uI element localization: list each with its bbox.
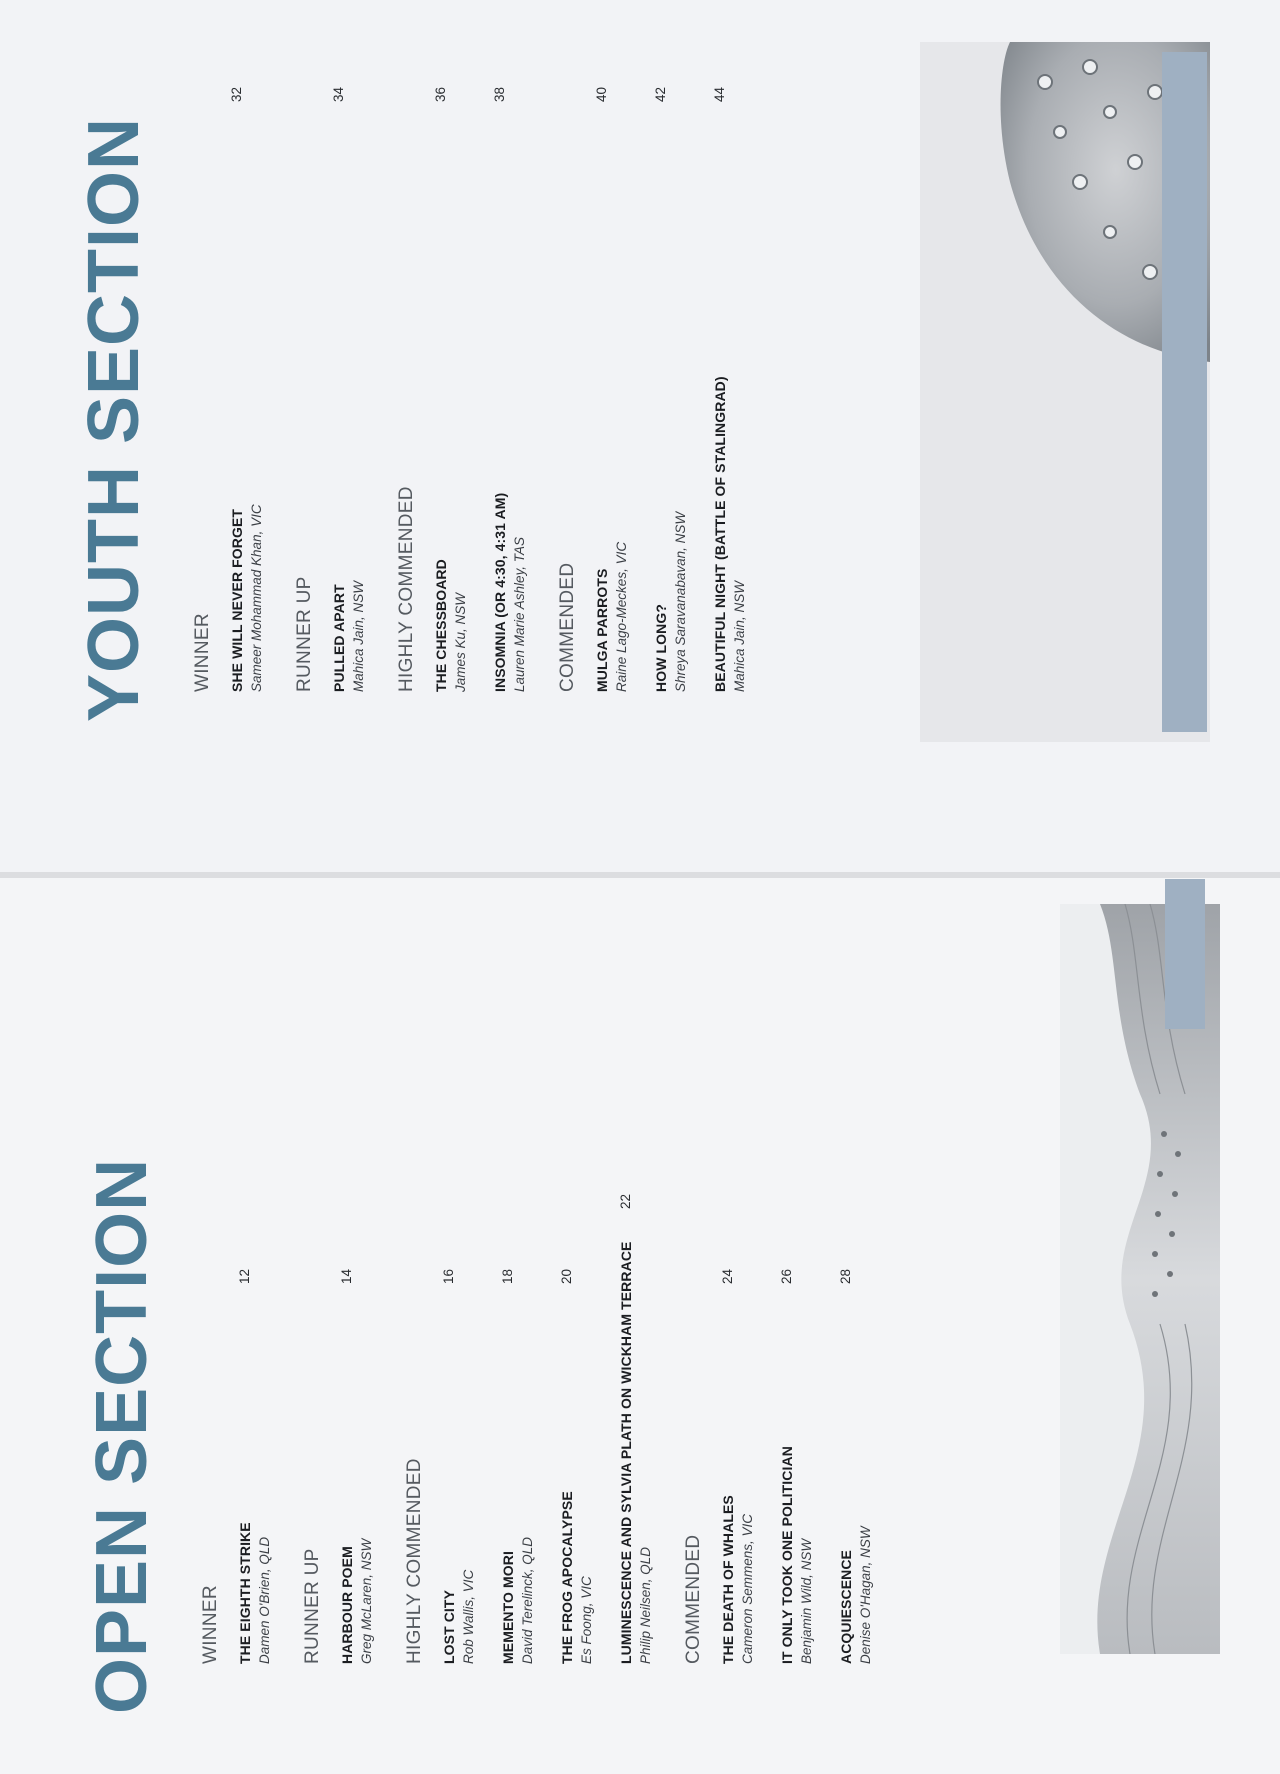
toc-entry[interactable] bbox=[618, 1193, 653, 1664]
entry-title: PULLED APART bbox=[331, 584, 347, 692]
toc-entry[interactable] bbox=[433, 86, 468, 692]
entry-page-number: 42 bbox=[653, 86, 668, 102]
toc-entry[interactable] bbox=[492, 86, 527, 692]
entry-page-number: 28 bbox=[838, 1268, 853, 1284]
entry-author: Cameron Semmens, VIC bbox=[740, 1513, 755, 1664]
open-section-title: OPEN SECTION bbox=[82, 1157, 162, 1714]
youth-category-highly-commended: HIGHLY COMMENDED bbox=[396, 486, 417, 692]
entry-title: LOST CITY bbox=[441, 1589, 457, 1664]
entry-author: Shreya Saravanabavan, NSW bbox=[673, 511, 688, 692]
entry-title: HOW LONG? bbox=[653, 604, 669, 692]
entry-page-number: 18 bbox=[500, 1268, 515, 1284]
entry-page-number: 32 bbox=[229, 86, 244, 102]
entry-page-number: 14 bbox=[339, 1268, 354, 1284]
entry-title: THE FROG APOCALYPSE bbox=[559, 1491, 575, 1664]
entry-author: Greg McLaren, NSW bbox=[359, 1538, 374, 1664]
entry-author: Rob Wallis, VIC bbox=[461, 1569, 476, 1664]
entry-title: ACQUIESCENCE bbox=[838, 1550, 854, 1664]
toc-entry[interactable] bbox=[339, 1242, 374, 1664]
entry-title: MEMENTO MORI bbox=[500, 1551, 516, 1664]
open-category-winner: WINNER bbox=[200, 1585, 221, 1664]
entry-title: SHE WILL NEVER FORGET bbox=[229, 508, 245, 692]
entry-author: Damen O'Brien, QLD bbox=[257, 1536, 272, 1664]
entry-page-number: 36 bbox=[433, 86, 448, 102]
entry-title: LUMINESCENCE AND SYLVIA PLATH ON WICKHAM TERRACE bbox=[618, 1241, 634, 1664]
entry-page-number: 22 bbox=[618, 1193, 633, 1209]
entry-page-number: 20 bbox=[559, 1268, 574, 1284]
entry-title: THE EIGHTH STRIKE bbox=[237, 1522, 253, 1664]
entry-author: David Terelinck, QLD bbox=[520, 1536, 535, 1664]
youth-section-title: YOUTH SECTION bbox=[74, 116, 154, 722]
toc-entry[interactable] bbox=[838, 1242, 873, 1664]
entry-page-number: 16 bbox=[441, 1268, 456, 1284]
entry-author: Raine Lago-Meckes, VIC bbox=[614, 541, 629, 692]
open-category-highly-commended: HIGHLY COMMENDED bbox=[404, 1458, 425, 1664]
toc-entry[interactable] bbox=[559, 1242, 594, 1664]
toc-entry[interactable] bbox=[712, 86, 747, 692]
entry-author: Philip Neilsen, QLD bbox=[638, 1546, 653, 1664]
entry-page-number: 40 bbox=[594, 86, 609, 102]
entry-page-number: 44 bbox=[712, 86, 727, 102]
toc-entry[interactable] bbox=[779, 1242, 814, 1664]
youth-toc bbox=[192, 86, 747, 692]
youth-section-page bbox=[0, 0, 1280, 872]
accent-bar bbox=[1162, 52, 1207, 732]
open-category-runner-up: RUNNER UP bbox=[302, 1548, 323, 1664]
entry-page-number: 24 bbox=[720, 1268, 735, 1284]
entry-page-number: 34 bbox=[331, 86, 346, 102]
entry-title: THE DEATH OF WHALES bbox=[720, 1495, 736, 1664]
toc-entry[interactable] bbox=[441, 1242, 476, 1664]
toc-entry[interactable] bbox=[229, 86, 264, 692]
entry-author: Benjamin Wild, NSW bbox=[799, 1538, 814, 1664]
entry-page-number: 12 bbox=[237, 1268, 252, 1284]
open-section-page bbox=[0, 878, 1280, 1774]
entry-author: Mahica Jain, NSW bbox=[351, 580, 366, 692]
toc-entry[interactable] bbox=[331, 86, 366, 692]
open-category-commended: COMMENDED bbox=[683, 1534, 704, 1664]
entry-title: BEAUTIFUL NIGHT (BATTLE OF STALINGRAD) bbox=[712, 376, 728, 692]
youth-category-winner: WINNER bbox=[192, 613, 213, 692]
toc-entry[interactable] bbox=[594, 86, 629, 692]
entry-author: James Ku, NSW bbox=[453, 592, 468, 692]
entry-author: Mahica Jain, NSW bbox=[732, 580, 747, 692]
toc-entry[interactable] bbox=[720, 1242, 755, 1664]
open-toc bbox=[200, 1193, 873, 1664]
toc-entry[interactable] bbox=[500, 1242, 535, 1664]
accent-bar bbox=[1165, 879, 1205, 1029]
entry-page-number: 38 bbox=[492, 86, 507, 102]
entry-author: Lauren Marie Ashley, TAS bbox=[512, 536, 527, 692]
entry-title: THE CHESSBOARD bbox=[433, 559, 449, 692]
entry-title: IT ONLY TOOK ONE POLITICIAN bbox=[779, 1446, 795, 1664]
entry-page-number: 26 bbox=[779, 1268, 794, 1284]
entry-title: INSOMNIA (OR 4:30, 4:31 AM) bbox=[492, 492, 508, 692]
entry-author: Sameer Mohammad Khan, VIC bbox=[249, 504, 264, 692]
entry-title: HARBOUR POEM bbox=[339, 1546, 355, 1664]
entry-author: Es Foong, VIC bbox=[579, 1576, 594, 1664]
youth-category-commended: COMMENDED bbox=[557, 562, 578, 692]
toc-entry[interactable] bbox=[237, 1242, 272, 1664]
entry-title: MULGA PARROTS bbox=[594, 568, 610, 692]
youth-category-runner-up: RUNNER UP bbox=[294, 576, 315, 692]
toc-entry[interactable] bbox=[653, 86, 688, 692]
entry-author: Denise O'Hagan, NSW bbox=[858, 1526, 873, 1664]
